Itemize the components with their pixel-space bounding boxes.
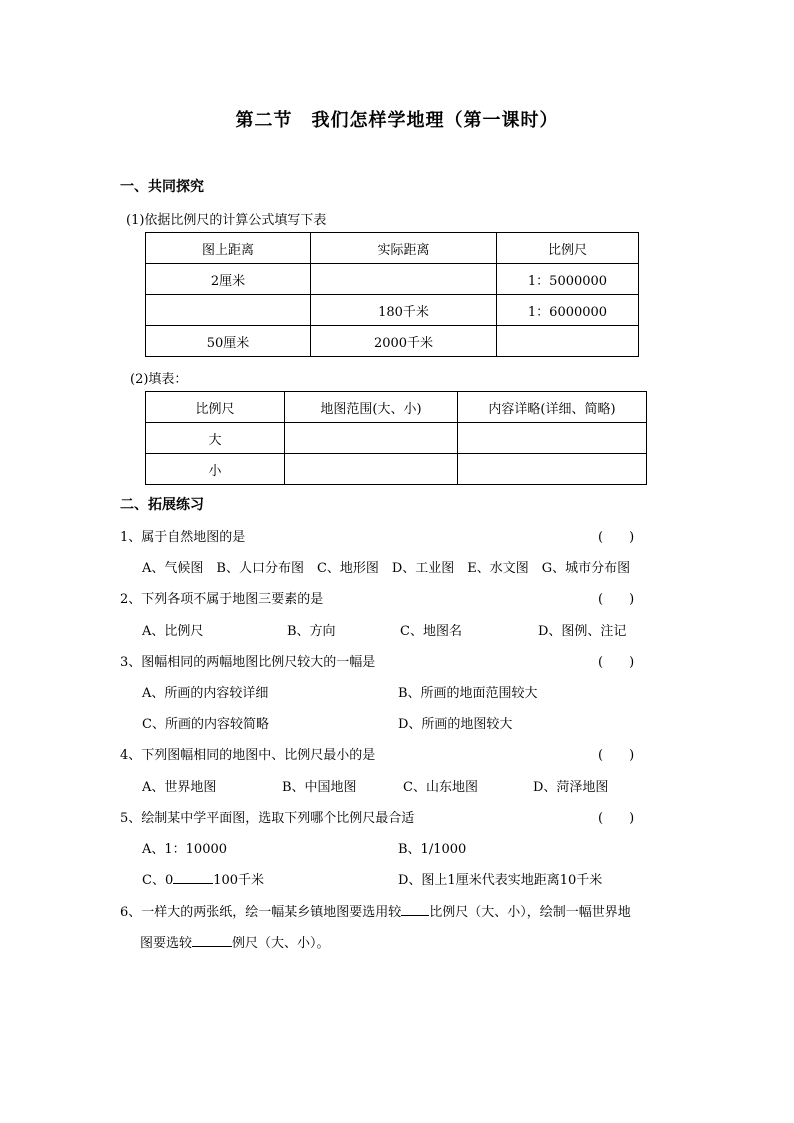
table-cell bbox=[458, 423, 647, 454]
answer-bracket: ( ) bbox=[598, 530, 635, 545]
option: A、所画的内容较详细 bbox=[142, 686, 269, 701]
table-row bbox=[146, 264, 639, 295]
section1-heading: 一、共同探究 bbox=[120, 179, 204, 195]
table-cell: 1：5000000 bbox=[497, 264, 639, 295]
scale-comparison-table bbox=[145, 391, 647, 485]
option: C、山东地图 bbox=[403, 780, 478, 795]
header-scale: 比例尺 bbox=[497, 233, 639, 264]
question-5: 5、绘制某中学平面图，选取下列哪个比例尺最合适 bbox=[120, 811, 415, 826]
question-6-text: 6、一样大的两张纸，绘一幅某乡镇地图要选用较 bbox=[120, 905, 402, 920]
table-cell bbox=[458, 454, 647, 485]
table-cell: 2厘米 bbox=[146, 264, 311, 295]
table-header-row bbox=[146, 233, 639, 264]
table-cell: 180千米 bbox=[311, 295, 497, 326]
option: B、所画的地面范围较大 bbox=[398, 686, 538, 701]
table-row bbox=[146, 326, 639, 357]
option: B、方向 bbox=[287, 624, 336, 639]
question-1: 1、属于自然地图的是 bbox=[120, 530, 246, 545]
header-map-distance: 图上距离 bbox=[146, 233, 311, 264]
option: B、中国地图 bbox=[282, 780, 357, 795]
option: B、1/1000 bbox=[398, 842, 467, 857]
option: A、1：10000 bbox=[142, 842, 228, 857]
question-4: 4、下列图幅相同的地图中、比例尺最小的是 bbox=[120, 748, 376, 763]
question-6-text: 图要选较 bbox=[140, 936, 193, 951]
table-cell: 1：6000000 bbox=[497, 295, 639, 326]
table-row bbox=[146, 295, 639, 326]
scale-calculation-table bbox=[145, 232, 639, 357]
option: D、图例、注记 bbox=[538, 624, 627, 639]
table-cell bbox=[146, 295, 311, 326]
option-c-scale-bar bbox=[142, 869, 264, 888]
option: C、地图名 bbox=[400, 624, 462, 639]
option: C、所画的内容较简略 bbox=[142, 717, 269, 732]
option: A、世界地图 bbox=[142, 780, 217, 795]
option: D、菏泽地图 bbox=[533, 780, 609, 795]
table-header-row bbox=[146, 392, 647, 423]
section2-heading: 二、拓展练习 bbox=[120, 497, 204, 513]
question-1-options: A、气候图 B、人口分布图 C、地形图 D、工业图 E、水文图 G、城市分布图 bbox=[142, 561, 631, 576]
answer-bracket: ( ) bbox=[598, 592, 635, 607]
part2-instruction: (2)填表： bbox=[130, 372, 188, 387]
table-cell: 大 bbox=[146, 423, 285, 454]
answer-bracket: ( ) bbox=[598, 811, 635, 826]
option: D、图上1厘米代表实地距离10千米 bbox=[398, 873, 603, 888]
option-c-end: 100千米 bbox=[213, 873, 265, 888]
table-row bbox=[146, 454, 647, 485]
table-row bbox=[146, 423, 647, 454]
table-cell: 50厘米 bbox=[146, 326, 311, 357]
table-cell bbox=[285, 423, 458, 454]
answer-bracket: ( ) bbox=[598, 655, 635, 670]
question-6-text: 比例尺（大、小），绘制一幅世界地 bbox=[429, 905, 631, 920]
header-map-range: 地图范围(大、小) bbox=[285, 392, 458, 423]
option: A、比例尺 bbox=[142, 624, 204, 639]
header-content-detail: 内容详略(详细、简略) bbox=[458, 392, 647, 423]
fill-blank[interactable] bbox=[401, 903, 429, 916]
part1-instruction: (1)依据比例尺的计算公式填写下表 bbox=[126, 213, 327, 228]
option-c-start: C、0 bbox=[142, 873, 174, 888]
fill-blank[interactable] bbox=[192, 934, 232, 947]
question-2: 2、下列各项不属于地图三要素的是 bbox=[120, 592, 324, 607]
table-cell bbox=[311, 264, 497, 295]
question-6-line-2 bbox=[140, 932, 330, 951]
table-cell: 2000千米 bbox=[311, 326, 497, 357]
option: D、所画的地图较大 bbox=[398, 717, 513, 732]
question-6-text: 例尺（大、小）。 bbox=[232, 936, 330, 951]
answer-bracket: ( ) bbox=[598, 748, 635, 763]
page-title: 第二节 我们怎样学地理（第一课时） bbox=[235, 110, 559, 131]
header-scale: 比例尺 bbox=[146, 392, 285, 423]
table-cell bbox=[285, 454, 458, 485]
scale-bar-line bbox=[173, 871, 213, 884]
question-6-line-1 bbox=[120, 901, 631, 920]
question-3: 3、图幅相同的两幅地图比例尺较大的一幅是 bbox=[120, 655, 376, 670]
table-cell bbox=[497, 326, 639, 357]
table-cell: 小 bbox=[146, 454, 285, 485]
header-actual-distance: 实际距离 bbox=[311, 233, 497, 264]
